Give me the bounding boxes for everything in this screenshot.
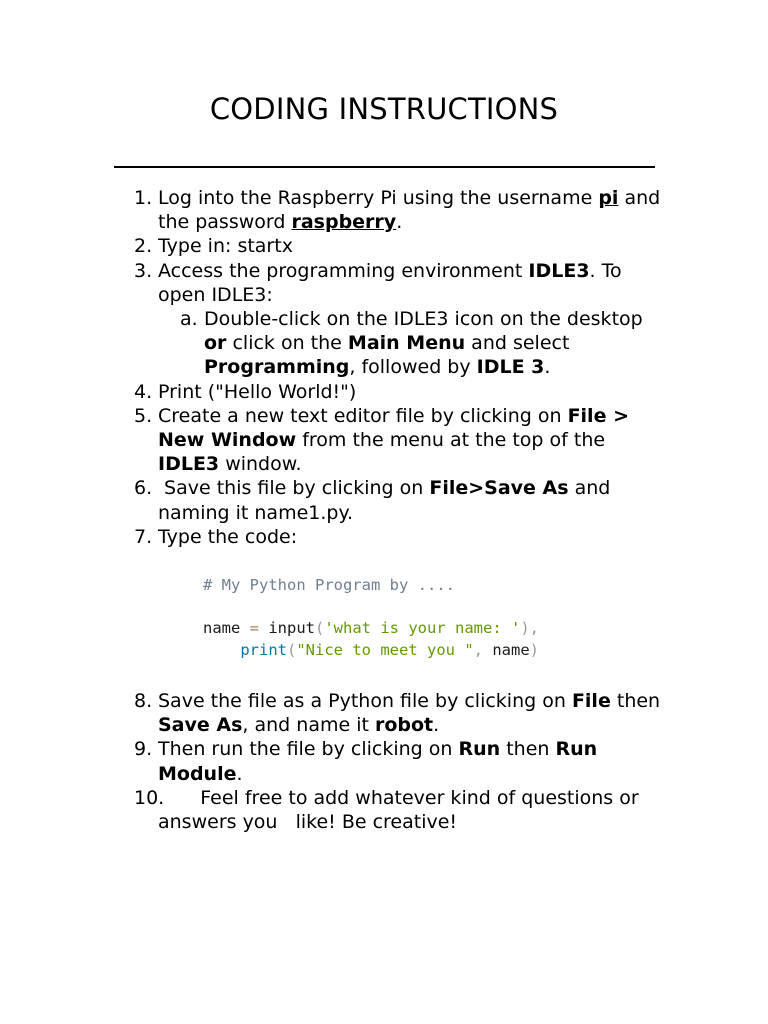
code-comment: # My Python Program by .... bbox=[203, 576, 455, 595]
list-item-4 bbox=[134, 380, 664, 404]
subitem-letter: a. bbox=[180, 308, 198, 331]
item-text bbox=[158, 404, 664, 477]
code-token: ( bbox=[287, 640, 297, 659]
item-number: 5. bbox=[134, 404, 153, 427]
text-run: . To open IDLE3: bbox=[158, 259, 622, 306]
code-token: , bbox=[473, 640, 493, 659]
bold-text: IDLE3 bbox=[528, 259, 590, 282]
item-text: Type the code: bbox=[158, 525, 298, 548]
item-number: 2. bbox=[134, 235, 153, 258]
text-run: , and name it bbox=[242, 714, 375, 737]
text-run: Double-click on the IDLE3 icon on the desktop bbox=[204, 308, 643, 331]
list-item-10 bbox=[134, 786, 664, 834]
code-line bbox=[203, 640, 664, 662]
bold-text: robot bbox=[374, 714, 434, 737]
code-token: ) bbox=[529, 640, 539, 659]
text-run: and select bbox=[465, 332, 570, 355]
bold-text: File > New Window bbox=[158, 404, 629, 452]
text-run: . bbox=[544, 356, 551, 379]
bold-text: IDLE 3 bbox=[476, 356, 545, 379]
list-item-1 bbox=[134, 186, 664, 234]
code-blank-line bbox=[203, 597, 664, 619]
text-run: Create a new text editor file by clicking on bbox=[158, 404, 568, 427]
bold-text: File bbox=[571, 690, 611, 713]
text-run: click on the bbox=[226, 332, 348, 355]
item-text: Type in: startx bbox=[158, 235, 293, 258]
item-number: 6. bbox=[134, 477, 153, 500]
item-number: 1. bbox=[134, 187, 153, 209]
code-indent bbox=[203, 641, 240, 659]
text-run: from the menu at the top of the bbox=[296, 429, 606, 452]
item-text bbox=[158, 476, 664, 524]
text-run: . bbox=[433, 714, 440, 737]
list-item-3 bbox=[134, 259, 664, 307]
list-item-9 bbox=[134, 737, 664, 785]
code-token: name bbox=[203, 619, 241, 638]
bold-text: IDLE3 bbox=[158, 453, 220, 476]
bold-text: Run Module bbox=[158, 738, 598, 785]
item-text bbox=[158, 737, 664, 785]
code-token: print bbox=[240, 640, 287, 659]
code-token: 'what is your name: ' bbox=[324, 619, 521, 638]
code-token: ), bbox=[520, 619, 539, 638]
item-number: 10. bbox=[134, 786, 165, 809]
bold-text: Save As bbox=[158, 714, 243, 737]
item-text bbox=[158, 689, 664, 737]
text-run: . bbox=[236, 762, 243, 785]
instructions-list bbox=[134, 186, 664, 834]
text-run: Access the programming environment bbox=[158, 259, 529, 282]
text-run: Save this file by clicking on bbox=[158, 477, 430, 500]
list-subitem-a bbox=[180, 307, 664, 380]
list-item-2 bbox=[134, 234, 664, 258]
item-number: 9. bbox=[134, 738, 153, 761]
bold-text: Programming bbox=[204, 356, 350, 379]
text-run: Log into the Raspberry Pi using the username bbox=[158, 187, 599, 209]
code-line bbox=[203, 618, 664, 640]
item-number: 8. bbox=[134, 690, 153, 713]
page-title: CODING INSTRUCTIONS bbox=[209, 92, 559, 126]
bold-text: Run bbox=[458, 738, 501, 761]
title-divider bbox=[114, 166, 655, 168]
text-run: and naming it name1.py. bbox=[158, 477, 617, 524]
code-token: ( bbox=[315, 619, 325, 638]
bold-text: File>Save As bbox=[429, 477, 569, 500]
text-run: then bbox=[610, 690, 661, 713]
code-token: input bbox=[268, 619, 315, 638]
code-token: "Nice to meet you " bbox=[296, 640, 474, 659]
text-run: Save the file as a Python file by clicking on bbox=[158, 690, 572, 713]
text-run: then bbox=[500, 738, 556, 761]
bold-text: Main Menu bbox=[347, 332, 466, 355]
item-number: 4. bbox=[134, 380, 153, 403]
text-run: and the password bbox=[158, 187, 661, 234]
item-text: Feel free to add whatever kind of questions or answers you like! Be creative! bbox=[158, 786, 645, 834]
item-number: 3. bbox=[134, 259, 153, 282]
item-text bbox=[204, 307, 664, 380]
item-text bbox=[158, 186, 664, 234]
code-token: name bbox=[492, 640, 530, 659]
item-text bbox=[158, 259, 664, 307]
text-run: , followed by bbox=[349, 356, 477, 379]
text-run: Then run the file by clicking on bbox=[158, 738, 459, 761]
item-text: Print ("Hello World!") bbox=[158, 380, 357, 403]
bold-text: or bbox=[204, 332, 227, 355]
code-token: = bbox=[240, 619, 269, 638]
code-block bbox=[203, 575, 664, 661]
list-item-5 bbox=[134, 404, 664, 477]
text-run: window. bbox=[219, 453, 302, 476]
password-text: raspberry bbox=[291, 211, 397, 234]
list-item-6 bbox=[134, 476, 664, 524]
list-item-8 bbox=[134, 689, 664, 737]
list-item-7 bbox=[134, 525, 664, 549]
username-text: pi bbox=[598, 187, 619, 209]
item-number: 7. bbox=[134, 525, 153, 548]
text-run: . bbox=[396, 211, 403, 234]
